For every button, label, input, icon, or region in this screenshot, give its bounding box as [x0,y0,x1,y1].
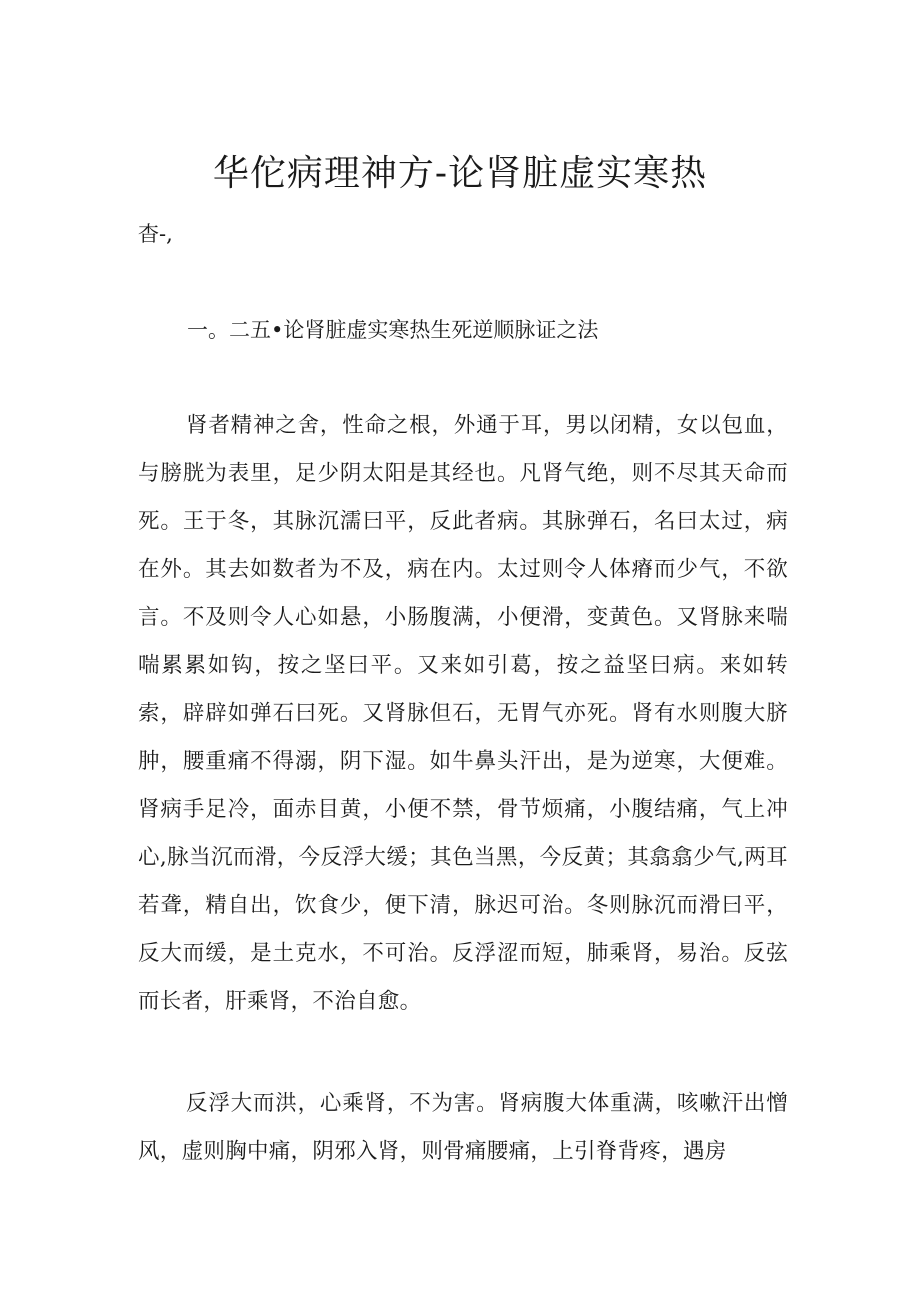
section-heading: 一。二五•论肾脏虚实寒热生死逆顺脉证之法 [187,318,599,342]
body-paragraph: 肾者精神之舍，性命之根，外通于耳，男以闭精，女以包血，与膀胱为表里，足少阴太阳是其经也。凡肾气绝，则不尽其天命而死。王于冬，其脉沉濡曰平，反此者病。其脉弹石，名曰太过，病在外。其去如数者为不及，病在内。太过则令人体瘠而少气，不欲言。不及则令人心如悬，小肠腹满，小便滑，变黄色。又肾脉来喘喘累累如钩，按之坚曰平。又来如引葛，按之益坚曰病。来如转索，辟辟如弹石曰死。又肾脉但石，无胃气亦死。肾有水则腹大脐肿，腰重痛不得溺，阴下湿。如牛鼻头汗出，是为逆寒，大便难。肾病手足冷，面赤目黄，小便不禁，骨节烦痛，小腹结痛，气上冲心,脉当沉而滑，今反浮大缓；其色当黑，今反黄；其翕翕少气,两耳若聋，精自出，饮食少，便下清，脉迟可治。冬则脉沉而滑曰平，反大而缓，是土克水，不可治。反浮涩而短，肺乘肾，易治。反弦而长者，肝乘肾，不治自愈。 [138,413,788,1014]
body-paragraph: 反浮大而洪，心乘肾，不为害。肾病腹大体重满，咳嗽汗出憎风，虚则胸中痛，阴邪入肾，则骨痛腰痛，上引脊背疼，遇房 [138,1091,788,1164]
document-title: 华佗病理神方-论肾脏虚实寒热 [212,153,708,194]
document-subtitle: 杳-, [138,222,173,246]
